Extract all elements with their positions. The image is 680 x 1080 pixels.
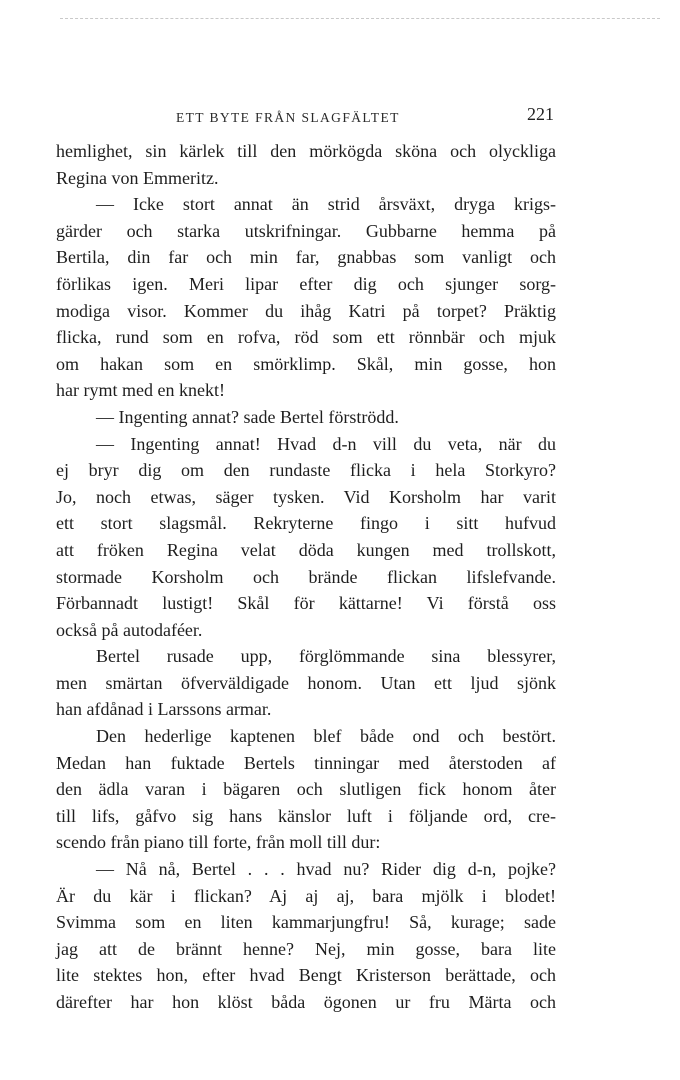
running-title: ETT BYTE FRÅN SLAGFÄLTET: [176, 110, 400, 125]
text-line: scendo från piano till forte, från moll till dur:: [56, 832, 381, 853]
text-line: också på autodaféer.: [56, 619, 203, 640]
text-line: jag att de brännt henne? Nej, min gosse, bara lite: [56, 938, 556, 959]
text-line: — Icke stort annat än strid årsväxt, dryga krigs-: [96, 194, 556, 215]
text-line: förlikas igen. Meri lipar efter dig och sjunger sorg-: [56, 273, 556, 294]
text-line: ej bryr dig om den rundaste flicka i hela Storkyro?: [56, 460, 556, 481]
text-line: han afdånad i Larssons armar.: [56, 699, 272, 720]
text-line: Den hederlige kaptenen blef både ond och bestört.: [96, 726, 556, 747]
text-line: — Nå nå, Bertel . . . hvad nu? Rider dig d-n, pojke?: [96, 859, 556, 880]
text-line: Regina von Emmeritz.: [56, 167, 219, 188]
text-line: den ädla varan i bägaren och slutligen fick honom åter: [56, 779, 556, 800]
text-line: Svimma som en liten kammarjungfru! Så, kurage; sade: [56, 912, 556, 933]
text-line: Förbannadt lustigt! Skål för kättarne! Vi förstå oss: [56, 593, 556, 614]
text-line: modiga visor. Kommer du ihåg Katri på torpet? Präktig: [56, 300, 556, 321]
text-line: stormade Korsholm och brände flickan lifslefvande.: [56, 566, 556, 587]
text-line: om hakan som en smörklimp. Skål, min gosse, hon: [56, 353, 556, 374]
text-line: lite stektes hon, efter hvad Bengt Kristerson berättade, och: [56, 965, 556, 986]
text-line: därefter har hon klöst båda ögonen ur fru Märta och: [56, 992, 556, 1012]
page-header: [58, 104, 554, 130]
page-number: 221: [527, 104, 554, 124]
text-line: Är du kär i flickan? Aj aj aj, bara mjölk i blodet!: [56, 885, 556, 906]
text-line: men smärtan öfverväldigade honom. Utan ett ljud sjönk: [56, 672, 556, 693]
text-line: att fröken Regina velat döda kungen med trollskott,: [56, 539, 556, 560]
text-line: gärder och starka utskrifningar. Gubbarne hemma på: [56, 220, 556, 241]
text-line: Medan han fuktade Bertels tinningar med återstoden af: [56, 752, 556, 773]
scan-edge-rule: [60, 18, 660, 19]
text-line: ett stort slagsmål. Rekryterne fingo i sitt hufvud: [56, 513, 556, 534]
text-line: — Ingenting annat! Hvad d-n vill du veta, när du: [96, 433, 556, 454]
text-line: hemlighet, sin kärlek till den mörkögda sköna och olyckliga: [56, 141, 556, 161]
body-text: [56, 138, 556, 1016]
text-line: — Ingenting annat? sade Bertel förströdd.: [96, 406, 399, 427]
text-line: Jo, noch etwas, säger tysken. Vid Korsholm har varit: [56, 486, 556, 507]
text-line: Bertila, din far och min far, gnabbas som vanligt och: [56, 247, 556, 268]
text-line: har rymt med en knekt!: [56, 380, 225, 401]
text-line: flicka, rund som en rofva, röd som ett rönnbär och mjuk: [56, 327, 556, 348]
text-line: Bertel rusade upp, förglömmande sina blessyrer,: [96, 646, 556, 667]
text-line: till lifs, gåfvo sig hans känslor luft i följande ord, cre-: [56, 805, 556, 826]
